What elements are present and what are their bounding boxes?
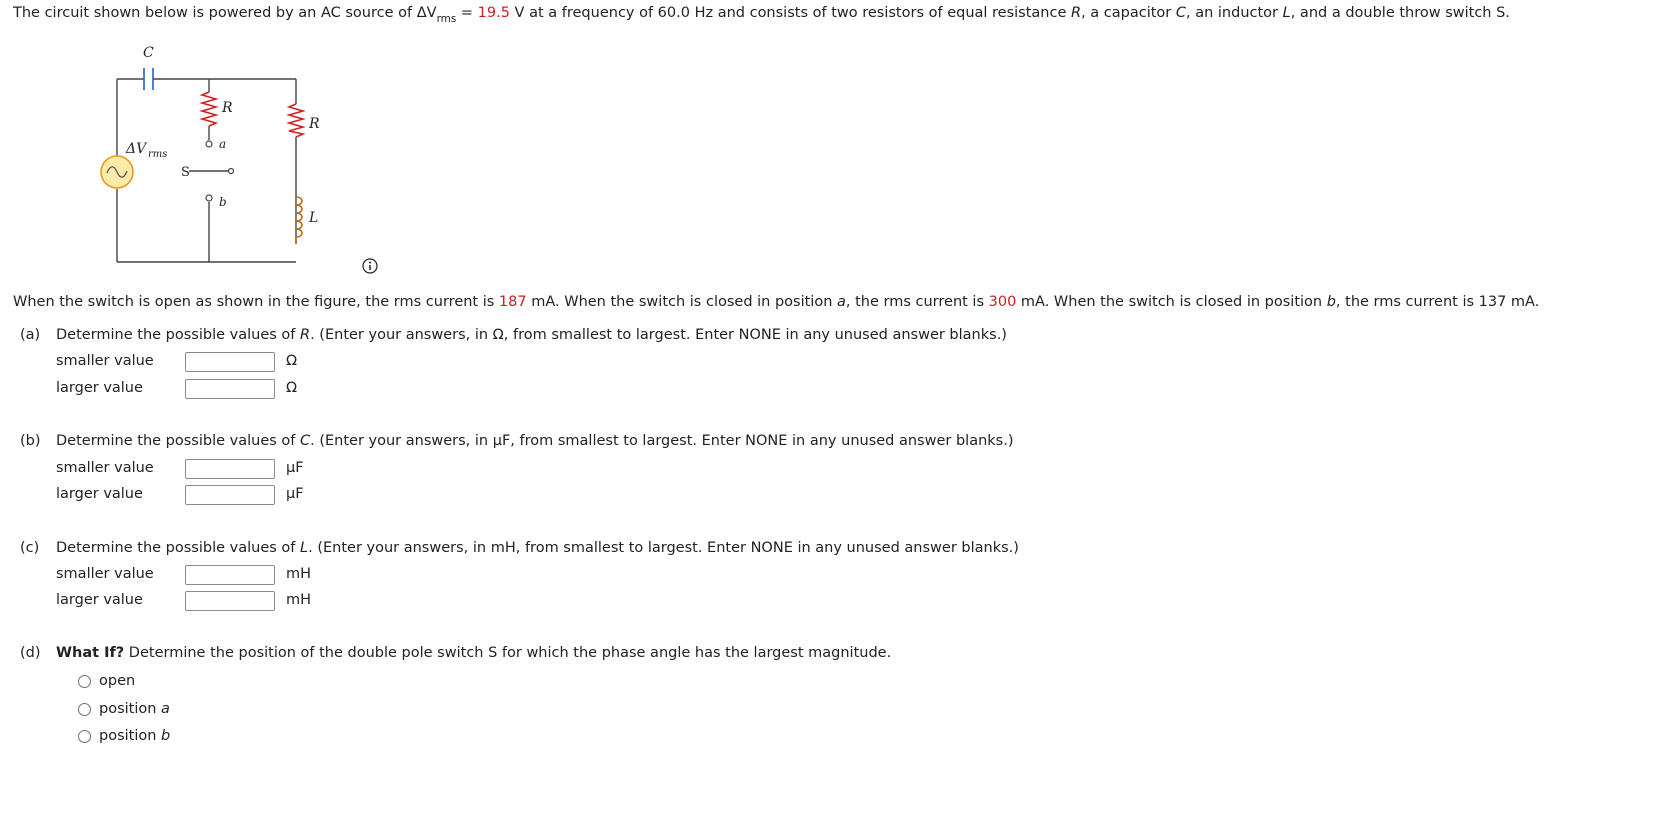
answer-b-smaller-input[interactable] xyxy=(185,459,275,479)
option-position-b-label: position b xyxy=(99,728,171,744)
question-d-text: (d) What If? Determine the position of the double pole switch S for which the phase angle has the largest magnitude. xyxy=(20,645,892,661)
radio-open[interactable] xyxy=(78,675,91,688)
question-a-text: (a) Determine the possible values of R. (Enter your answers, in Ω, from smallest to largest. Enter NONE in any unused answer blanks.) xyxy=(20,327,1007,343)
option-position-a-label: position a xyxy=(99,701,170,717)
source-voltage-value: 19.5 xyxy=(477,5,510,21)
label-a: a xyxy=(219,137,227,151)
radio-position-a[interactable] xyxy=(78,703,91,716)
answer-c-larger-input[interactable] xyxy=(185,591,275,611)
info-icon[interactable] xyxy=(363,259,377,273)
label-l: L xyxy=(309,210,319,226)
unit-millihenry: mH xyxy=(286,566,312,582)
intro-text: The circuit shown below is powered by an AC source of $\Delta V_{rms} = 19.5$ V at a frequency of 60.0 Hz and consists of two resistors of equal resistance R, a capacitor C, an inductor L, and a double throw switch S. xyxy=(13,5,1510,25)
answer-c-smaller-label: smaller value xyxy=(56,566,154,582)
unit-millihenry: mH xyxy=(286,592,312,608)
problem-statement: When the switch is open as shown in the figure, the rms current is 187 mA. When the switch is closed in position a, the rms current is 300 mA. When the switch is closed in position b, the rms current is 137 mA. xyxy=(13,294,1540,310)
option-position-b[interactable] xyxy=(78,724,170,748)
answer-b-smaller-label: smaller value xyxy=(56,460,154,476)
option-open-label: open xyxy=(99,673,136,689)
unit-microfarad: µF xyxy=(286,486,304,502)
radio-position-b[interactable] xyxy=(78,730,91,743)
inductor-symbol xyxy=(296,197,302,244)
question-c-text: (c) Determine the possible values of L. (Enter your answers, in mH, from smallest to largest. Enter NONE in any unused answer blanks.) xyxy=(20,540,1019,556)
capacitor-symbol xyxy=(144,68,153,90)
answer-b-larger-input[interactable] xyxy=(185,485,275,505)
circuit-figure xyxy=(0,44,400,279)
resistor-1-symbol xyxy=(202,92,216,126)
answer-c-larger-label: larger value xyxy=(56,592,143,608)
answer-b-larger-label: larger value xyxy=(56,486,143,502)
label-dv: ΔV xyxy=(126,141,147,157)
current-open-value: 187 xyxy=(498,294,527,310)
answer-a-smaller-label: smaller value xyxy=(56,353,154,369)
unit-ohm: Ω xyxy=(286,353,298,369)
unit-microfarad: µF xyxy=(286,460,304,476)
option-position-a[interactable] xyxy=(78,697,170,721)
option-open[interactable] xyxy=(78,669,135,693)
question-b-text: (b) Determine the possible values of C. (Enter your answers, in µF, from smallest to largest. Enter NONE in any unused answer blanks.) xyxy=(20,433,1014,449)
label-s: S xyxy=(181,165,190,180)
label-r2: R xyxy=(309,116,320,132)
answer-c-smaller-input[interactable] xyxy=(185,565,275,585)
label-dv-sub: rms xyxy=(148,149,168,160)
current-a-value: 300 xyxy=(988,294,1017,310)
answer-a-larger-input[interactable] xyxy=(185,379,275,399)
answer-a-smaller-input[interactable] xyxy=(185,352,275,372)
label-b: b xyxy=(219,195,227,209)
unit-ohm: Ω xyxy=(286,380,298,396)
answer-a-larger-label: larger value xyxy=(56,380,143,396)
resistor-2-symbol xyxy=(289,104,303,137)
label-r1: R xyxy=(222,100,233,116)
label-c: C xyxy=(143,45,154,61)
